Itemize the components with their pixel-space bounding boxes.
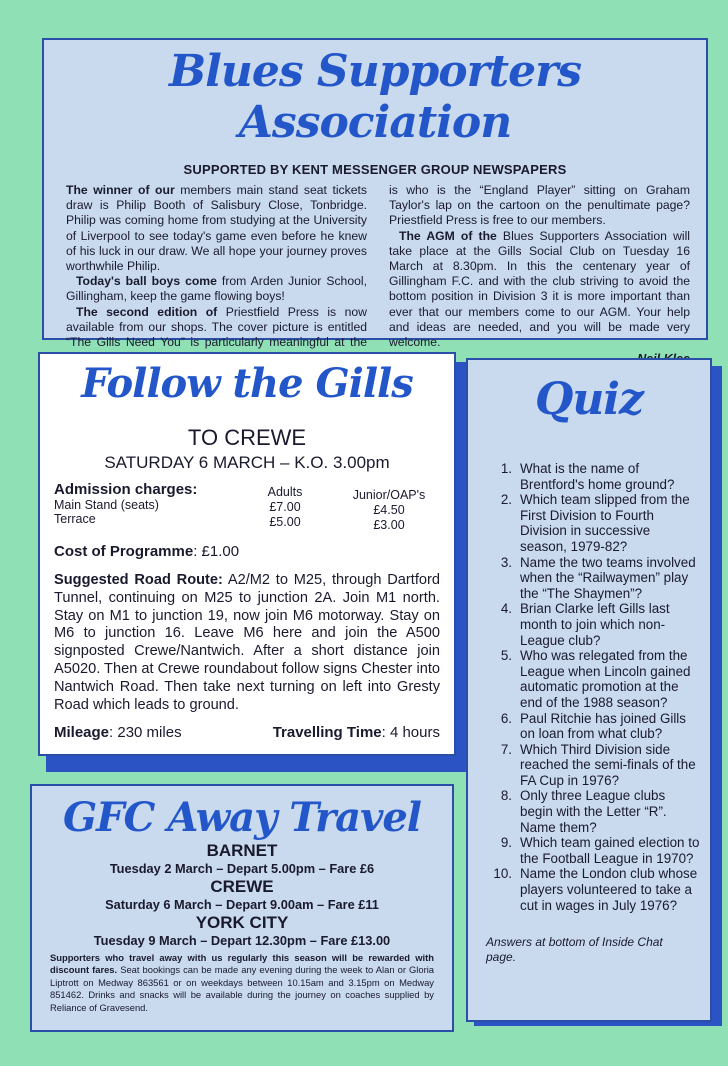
quiz-question: 4. Brian Clarke left Gills last month to join which non-League club? (500, 601, 670, 648)
destination-heading: TO CREWE (187, 425, 307, 450)
quiz-question: 3. Name the two teams involved when the “Railwaymen” play the “The Shaymen”? (500, 554, 696, 601)
trip-details: Tuesday 2 March – Depart 5.00pm – Fare £6 (109, 861, 375, 876)
quiz-question: 6. Paul Ritchie has joined Gills on loan from what club? (500, 710, 686, 742)
quiz-question: 9. Which team gained election to the Football League in 1970? (500, 835, 700, 866)
away-travel-note: Supporters who travel away with us regularly this season will be rewarded with discount fares. Seat bookings can be made any evening during the week to Alan or Gloria Liptrott on Medway 863561 or on weekdays between 10.15am and 3.15pm on Medway 851462. Drinks and snacks will be available during the journey on coaches supplied by Reliance of Gravesend. (50, 952, 434, 1013)
bsa-column-right (389, 183, 690, 367)
quiz-question: 5. Who was relegated from the League when Lincoln gained automatic promotion at the end of the 1988 season? (500, 648, 691, 710)
bsa-paragraph: Today's ball boys come from Arden Junior School, Gillingham, keep the game flowing boys! (66, 274, 367, 304)
quiz-title: Quiz (534, 374, 644, 425)
trip-details: Tuesday 9 March – Depart 12.30pm – Fare £13.00 (93, 933, 391, 948)
row-main-stand: Main Stand (seats) (54, 498, 159, 512)
trip-destination: YORK CITY (195, 913, 289, 932)
mileage: Mileage: 230 miles (54, 724, 182, 742)
road-route: Suggested Road Route: A2/M2 to M25, through Dartford Tunnel, continuing on M25 to junction 2A. Join M1 north. Stay on M1 to junction 19, now join M6 motorway. Stay on M6 to junction 16. Leave M6 here and join the A500 signposted Crewe/Nantwich. After a short distance join A5020. Then at Crewe roundabout follow signs Chester into Nantwich Road. Then take next turning on left into Gresty Road which leads to ground. (54, 572, 440, 713)
bsa-title: Blues Supporters Association (168, 46, 582, 148)
bsa-paragraph: The winner of our members main stand seat tickets draw is Philip Booth of Salisbury Close, Tonbridge. Philip was coming home from studying at the University of Liverpool to see today's game even before he knew of his luck in our draw. We all hope your journey proves worthwhile Philip. (66, 183, 367, 274)
follow-panel (38, 352, 456, 756)
admission-table (54, 481, 440, 541)
bsa-paragraph: The AGM of the Blues Supporters Association will take place at the Gills Social Club on Tuesday 16 March at 8.30pm. In this the centenary year of Gillingham F.C. and with the club striving to avoid the bottom position in Division 3 it is more important than ever that our members come to our AGM. Your help and ideas are needed, and you will be made very welcome. (389, 228, 690, 350)
travelling-time: Travelling Time: 4 hours (272, 724, 440, 742)
row-terrace: Terrace (54, 512, 96, 526)
away-travel-panel (30, 784, 454, 1032)
away-travel-title: GFC Away Travel (63, 794, 421, 841)
follow-title: Follow the Gills (81, 360, 413, 407)
bsa-paragraph: The second edition of Priestfield Press is now available from our shops. The cover picture is entitled “The Gills Need You” is particularly meaningful at the (66, 304, 367, 350)
programme-cost: Cost of Programme: £1.00 (54, 543, 240, 560)
bsa-panel (42, 38, 708, 350)
junior-prices: Junior/OAP's £4.50 £3.00 (352, 488, 426, 532)
quiz-answers-note: Answers at bottom of Inside Chat page. (486, 935, 663, 965)
bsa-paragraph: is who is the “England Player” sitting on Graham Taylor's lap on the cartoon on the penultimate page? Priestfield Press is free to our members. (389, 183, 690, 228)
quiz-question: 2. Which team slipped from the First Division to Fourth Division in successive season, 1979-82? (500, 492, 690, 554)
quiz-question: 7. Which Third Division side reached the semi-finals of the FA Cup in 1976? (500, 741, 696, 788)
bsa-column-left (66, 183, 367, 367)
quiz-list (488, 461, 700, 913)
quiz-question: 10. Name the London club whose players volunteered to take a cut in wages in July 1976? (493, 866, 698, 913)
quiz-panel (466, 358, 712, 1022)
admission-heading: Admission charges: (54, 481, 198, 498)
quiz-question: 1. What is the name of Brentford's home ground? (500, 461, 675, 492)
adult-prices: Adults £7.00 £5.00 (267, 485, 303, 529)
quiz-question: 8. Only three League clubs begin with the Letter “R”. Name them? (500, 788, 667, 835)
trip-destination: CREWE (210, 877, 274, 896)
bsa-subtitle: SUPPORTED BY KENT MESSENGER GROUP NEWSPAPERS (183, 162, 567, 177)
match-date: SATURDAY 6 MARCH – K.O. 3.00pm (104, 453, 390, 472)
trip-destination: BARNET (206, 841, 278, 860)
trip-details: Saturday 6 March – Depart 9.00am – Fare £11 (105, 897, 379, 912)
